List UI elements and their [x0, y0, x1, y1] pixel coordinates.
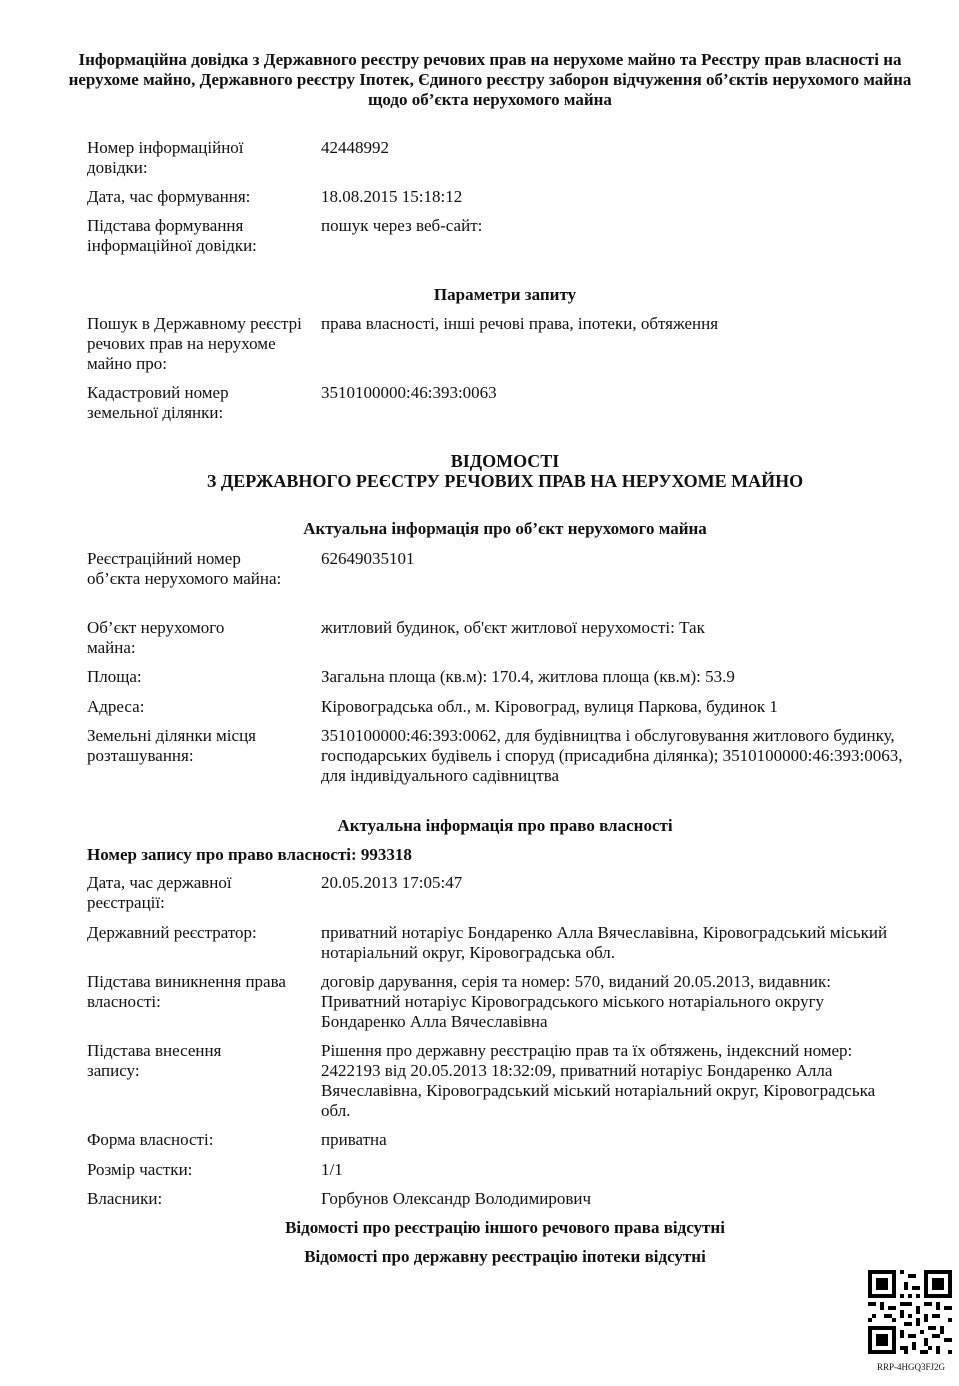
params-search-value: права власності, інші речові права, іпотеки, обтяження — [321, 314, 719, 333]
document-title: Інформаційна довідка з Державного реєстру речових прав на нерухоме майно та Реєстру прав власності на нерухоме майно, Державного реєстру Іпотек, Єдиного реєстру заборон відчуження об’єктів нерухомого майна щодо об’єкта нерухомого майна — [68, 50, 912, 109]
object-land-label: Земельні ділянки місця розташування: — [87, 726, 256, 765]
info-basis-label: Підстава формування інформаційної довідки: — [87, 216, 257, 255]
ownership-owners-label: Власники: — [87, 1189, 163, 1208]
object-regno-value: 62649035101 — [321, 549, 415, 568]
ownership-registrar-label: Державний реєстратор: — [87, 923, 257, 942]
ownership-heading: Актуальна інформація про право власності — [337, 816, 673, 835]
object-type-value: житловий будинок, об'єкт житлової нерухомості: Так — [321, 618, 705, 637]
object-area-label: Площа: — [87, 667, 142, 686]
params-cadastral-value: 3510100000:46:393:0063 — [321, 383, 497, 402]
ownership-date-label: Дата, час державної реєстрації: — [87, 873, 232, 912]
info-date-value: 18.08.2015 15:18:12 — [321, 187, 463, 206]
ownership-share-value: 1/1 — [321, 1160, 343, 1179]
object-address-label: Адреса: — [87, 697, 145, 716]
object-type-label: Об’єкт нерухомого майна: — [87, 618, 225, 657]
object-land-value: 3510100000:46:393:0062, для будівництва і обслуговування житлового будинку, господарських будівель і споруд (присадибна ділянка); 3510100000:46:393:0063, для індивідуального садівництва — [321, 726, 903, 785]
params-search-label: Пошук в Державному реєстрі речових прав на нерухоме майно про: — [87, 314, 302, 373]
ownership-basis-value: договір дарування, серія та номер: 570, виданий 20.05.2013, видавник: Приватний нотаріус Кіровоградського міського нотаріального округу Бондаренко Алла Вячеславівна — [321, 972, 831, 1031]
object-address-value: Кіровоградська обл., м. Кіровоград, вулиця Паркова, будинок 1 — [321, 697, 778, 716]
object-regno-label: Реєстраційний номер об’єкта нерухомого майна: — [87, 549, 282, 588]
info-number-label: Номер інформаційної довідки: — [87, 138, 244, 177]
ownership-date-value: 20.05.2013 17:05:47 — [321, 873, 463, 892]
ownership-form-value: приватна — [321, 1130, 387, 1149]
ownership-entry-label: Підстава внесення запису: — [87, 1041, 222, 1080]
ownership-basis-label: Підстава виникнення права власності: — [87, 972, 286, 1011]
ownership-form-label: Форма власності: — [87, 1130, 214, 1149]
ownership-share-label: Розмір частки: — [87, 1160, 193, 1179]
params-heading: Параметри запиту — [433, 285, 577, 304]
object-heading: Актуальна інформація про об’єкт нерухомого майна — [303, 519, 707, 538]
ownership-record-number: Номер запису про право власності: 993318 — [87, 845, 412, 864]
params-cadastral-label: Кадастровий номер земельної ділянки: — [87, 383, 229, 422]
object-area-value: Загальна площа (кв.м): 170.4, житлова площа (кв.м): 53.9 — [321, 667, 735, 686]
ownership-entry-value: Рішення про державну реєстрацію прав та їх обтяжень, індексний номер: 2422193 від 20.05.2013 18:32:09, приватний нотаріус Бондаренко Алла Вячеславівна, Кіровоградський міський нотаріальний округ, Кіровоградська обл. — [321, 1041, 876, 1120]
qr-code-caption: RRP-4HGQ3FJ2G — [876, 1362, 945, 1372]
qr-code-icon — [868, 1270, 952, 1354]
registry-heading-line1: ВІДОМОСТІ — [450, 451, 560, 471]
info-basis-value: пошук через веб-сайт: — [321, 216, 483, 235]
info-number-value: 42448992 — [321, 138, 389, 157]
registry-heading-line2: З ДЕРЖАВНОГО РЕЄСТРУ РЕЧОВИХ ПРАВ НА НЕРУХОМЕ МАЙНО — [206, 471, 804, 491]
mortgage-note: Відомості про державну реєстрацію іпотеки відсутні — [304, 1247, 706, 1266]
info-date-label: Дата, час формування: — [87, 187, 251, 206]
other-rights-note: Відомості про реєстрацію іншого речового права відсутні — [285, 1218, 725, 1237]
ownership-owners-value: Горбунов Олександр Володимирович — [321, 1189, 592, 1208]
ownership-registrar-value: приватний нотаріус Бондаренко Алла Вячеславівна, Кіровоградський міський нотаріальний округ, Кіровоградська обл. — [321, 923, 888, 962]
